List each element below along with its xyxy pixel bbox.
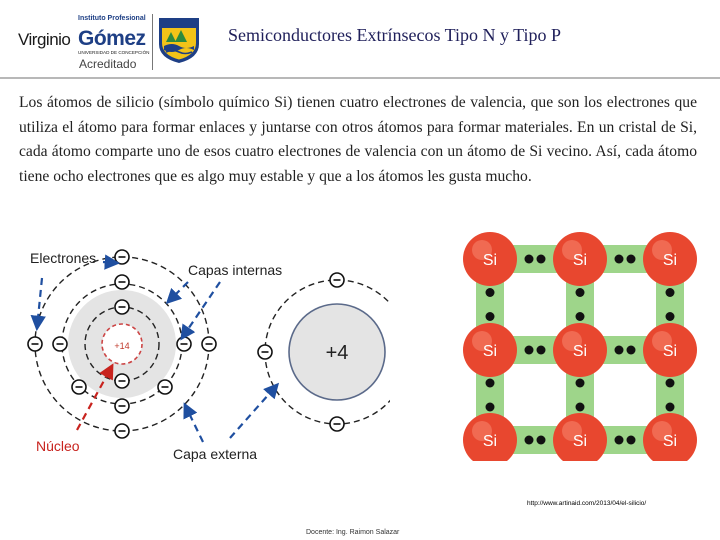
logo-accredited-text: Acreditado xyxy=(79,57,137,71)
header-divider xyxy=(0,77,720,79)
electron-middle-3 xyxy=(53,337,67,351)
bond-electron xyxy=(627,436,636,445)
si-atom-label: Si xyxy=(482,433,498,450)
si-atom xyxy=(553,232,607,286)
bond-electron xyxy=(615,346,624,355)
silicon-lattice-diagram xyxy=(460,229,712,461)
logo-name-last: Gómez xyxy=(78,27,146,50)
core-valence-electron-1 xyxy=(330,273,344,287)
logo-institute-text: Instituto Profesional xyxy=(78,15,146,22)
bond-electron xyxy=(615,255,624,264)
si-atom-label: Si xyxy=(482,252,498,269)
bond-electron xyxy=(576,379,585,388)
label-capa-externa: Capa externa xyxy=(173,446,258,462)
logo-name-first: Virginio xyxy=(18,30,71,49)
bond-electron xyxy=(486,403,495,412)
bond-electron xyxy=(537,436,546,445)
institution-logo xyxy=(6,6,201,71)
si-atom xyxy=(553,323,607,377)
bond-electron xyxy=(486,288,495,297)
si-atom-label: Si xyxy=(482,343,498,360)
arrow-capa-externa-2 xyxy=(230,385,277,438)
nucleus-charge: +14 xyxy=(114,341,130,351)
electron-inner-2 xyxy=(115,374,129,388)
body-paragraph: Los átomos de silicio (símbolo químico Si) tienen cuatro electrones de valencia, que son los electrones que utiliza el átomo para formar enlaces y juntarse con otros átomos para formar materiales. En un cristal de Si, cada átomo comparte uno de esos cuatro electrones de valencia con un átomo de Si vecino. Así, cada átomo tiene ocho electrones que es algo muy estable y que a los átomos les gusta mucho. xyxy=(19,94,697,185)
label-electrones: Electrones xyxy=(30,250,97,266)
bond-electron xyxy=(525,436,534,445)
source-url: http://www.artinaid.com/2013/04/el-silicio/ xyxy=(527,500,647,507)
core-valence-electron-3 xyxy=(258,345,272,359)
bond-electron xyxy=(666,288,675,297)
label-nucleo: Núcleo xyxy=(36,438,80,454)
si-atom xyxy=(463,323,517,377)
si-atom xyxy=(643,323,697,377)
si-atom-label: Si xyxy=(662,433,678,450)
bond-electron xyxy=(486,379,495,388)
si-atom-label: Si xyxy=(662,252,678,269)
bond-electron xyxy=(525,346,534,355)
si-atom-label: Si xyxy=(572,252,588,269)
electron-outer-1 xyxy=(115,250,129,264)
electron-middle-4 xyxy=(177,337,191,351)
bond-electron xyxy=(537,346,546,355)
electron-inner-1 xyxy=(115,300,129,314)
bond-electron xyxy=(627,346,636,355)
arrow-capas-1 xyxy=(168,282,188,302)
page-title: Semiconductores Extrínsecos Tipo N y Tipo P xyxy=(228,25,562,45)
arrow-capas-2 xyxy=(182,282,220,338)
footer-teacher: Docente: Ing. Raimon Salazar xyxy=(306,529,400,536)
electron-middle-2 xyxy=(115,399,129,413)
header xyxy=(0,0,720,72)
electron-outer-3 xyxy=(28,337,42,351)
electron-middle-6 xyxy=(72,380,86,394)
bond-electron xyxy=(525,255,534,264)
si-atom-label: Si xyxy=(572,343,588,360)
bond-electron xyxy=(615,436,624,445)
bond-electron xyxy=(666,379,675,388)
core-valence-electron-2 xyxy=(330,417,344,431)
arrow-capa-externa-1 xyxy=(185,405,203,442)
bond-electron xyxy=(486,312,495,321)
lattice-atoms xyxy=(463,232,697,461)
crest-icon xyxy=(156,16,202,64)
si-atom xyxy=(643,232,697,286)
logo-separator xyxy=(152,14,153,70)
bond-electron xyxy=(576,403,585,412)
electron-outer-2 xyxy=(115,424,129,438)
arrow-electrones-1 xyxy=(37,278,42,328)
bond-electron xyxy=(576,288,585,297)
electron-middle-1 xyxy=(115,275,129,289)
electron-middle-5 xyxy=(158,380,172,394)
logo-university-text: UNIVERSIDAD DE CONCEPCIÓN xyxy=(78,50,150,55)
core-charge: +4 xyxy=(325,342,349,364)
label-capas-internas: Capas internas xyxy=(188,262,283,278)
bond-electron xyxy=(627,255,636,264)
silicon-atom-diagram xyxy=(20,242,390,467)
bond-electron xyxy=(666,312,675,321)
si-atom-label: Si xyxy=(662,343,678,360)
arrow-electrones-2 xyxy=(103,262,117,263)
bond-electron xyxy=(537,255,546,264)
bond-electron xyxy=(666,403,675,412)
bond-electron xyxy=(576,312,585,321)
electron-outer-4 xyxy=(202,337,216,351)
si-atom xyxy=(463,232,517,286)
si-atom-label: Si xyxy=(572,433,588,450)
